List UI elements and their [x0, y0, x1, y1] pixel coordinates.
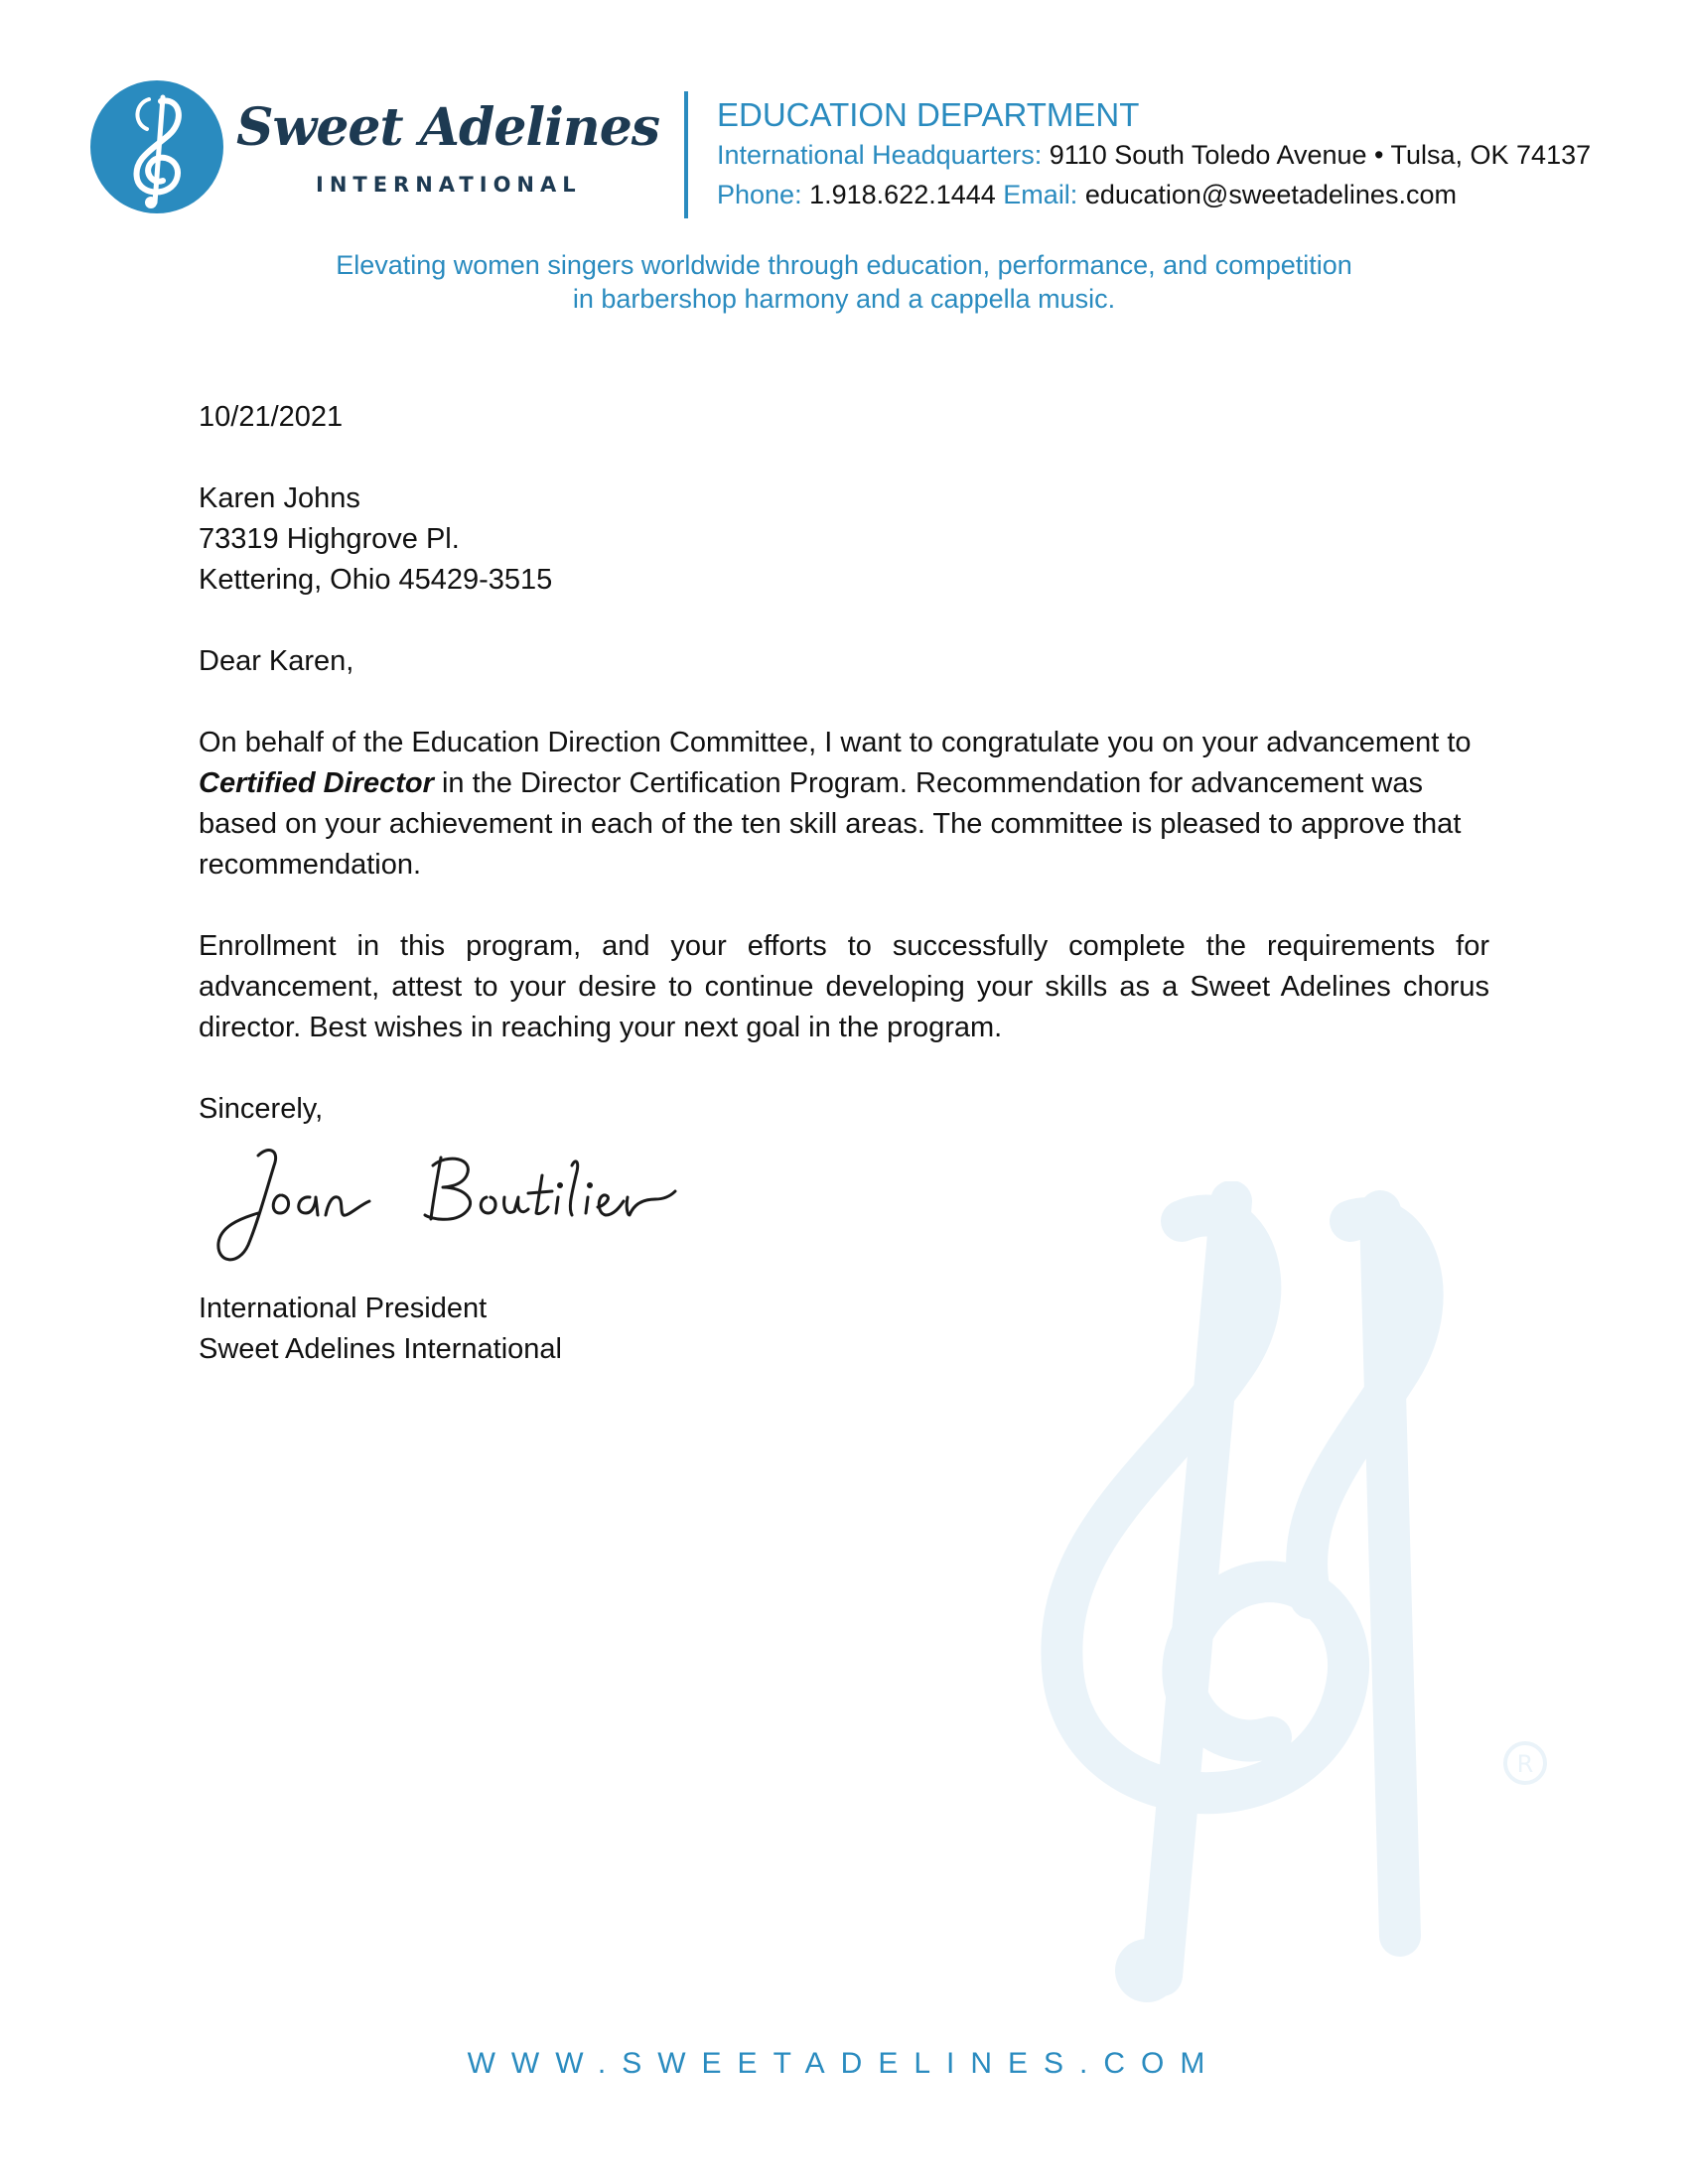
recipient-city: Kettering, Ohio 45429-3515: [199, 564, 553, 596]
header-divider: [684, 91, 688, 218]
treble-clef-logo-icon: [89, 79, 224, 214]
paragraph-1-end: in the Director Certification Program. Recommendation for advancement was based on your achievement in each of the ten skill areas. The committee is pleased to approve that recommendation.: [199, 767, 1462, 881]
brand-logo: [89, 77, 685, 226]
salutation: Dear Karen,: [199, 645, 354, 677]
paragraph-1-start: On behalf of the Education Direction Committee, I want to congratulate you on your advancement to: [199, 727, 1472, 758]
svg-text:R: R: [1516, 1750, 1534, 1778]
certified-director-emphasis: Certified Director: [199, 767, 434, 799]
recipient-address: [199, 478, 1489, 601]
recipient-street: 73319 Highgrove Pl.: [199, 523, 460, 555]
letter-body: [199, 397, 1489, 1370]
signer-title: International President: [199, 1293, 488, 1324]
phone-number: 1.918.622.1444: [809, 180, 996, 209]
email-address[interactable]: education@sweetadelines.com: [1084, 180, 1457, 209]
department-contact-block: [717, 95, 1591, 214]
brand-name: Sweet Adelines: [236, 97, 660, 158]
closing: Sincerely,: [199, 1093, 324, 1125]
headquarters-label: International Headquarters:: [717, 140, 1043, 170]
headquarters-address: 9110 South Toledo Avenue • Tulsa, OK 74137: [1049, 140, 1592, 170]
paragraph-1: [199, 723, 1489, 886]
department-title: EDUCATION DEPARTMENT: [717, 96, 1140, 133]
paragraph-2: Enrollment in this program, and your efforts to successfully complete the requirements for advancement, attest to your desire to continue developing your skills as a Sweet Adelines chorus director. Best wishes in reaching your next goal in the program.: [199, 930, 1489, 1043]
tagline: [0, 248, 1688, 316]
brand-subtitle: INTERNATIONAL: [316, 173, 582, 197]
letter-date: 10/21/2021: [199, 401, 344, 433]
footer-website[interactable]: WWW.SWEETADELINES.COM: [467, 2047, 1221, 2080]
tagline-line-2: in barbershop harmony and a cappella music.: [572, 284, 1116, 314]
tagline-line-1: Elevating women singers worldwide through education, performance, and competition: [336, 250, 1352, 280]
phone-label: Phone:: [717, 180, 802, 209]
signer-organization: Sweet Adelines International: [199, 1333, 562, 1365]
email-label: Email:: [1003, 180, 1078, 209]
handwritten-signature: [199, 1136, 715, 1275]
contact-line: [717, 175, 1591, 214]
headquarters-line: [717, 135, 1591, 175]
recipient-name: Karen Johns: [199, 482, 360, 514]
